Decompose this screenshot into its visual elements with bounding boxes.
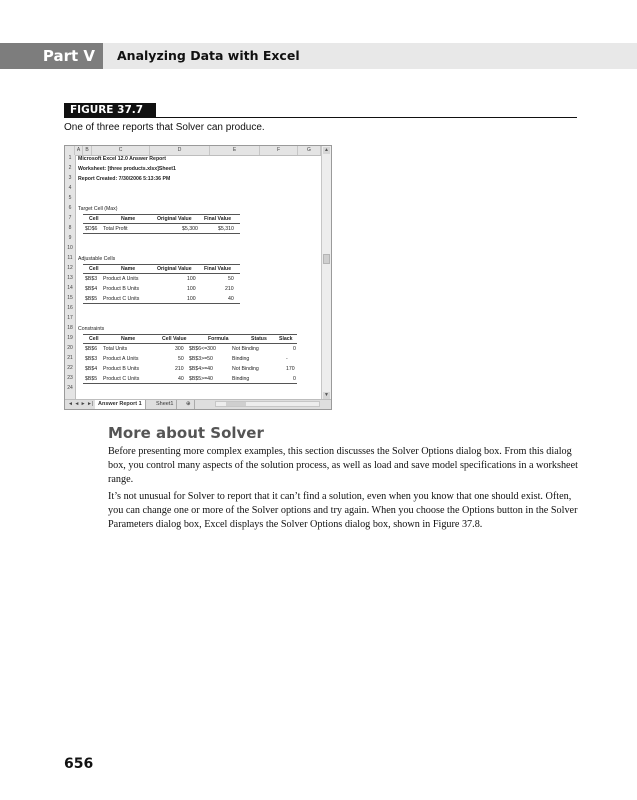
table-rule xyxy=(83,233,240,234)
adjustable-final[interactable]: 40 xyxy=(228,296,234,302)
row-header[interactable]: 17 xyxy=(67,315,73,321)
column-header[interactable]: C xyxy=(92,146,150,155)
adjustable-header-name[interactable]: Name xyxy=(121,266,136,272)
constraint-cell[interactable]: $B$3 xyxy=(85,356,98,362)
row-header[interactable]: 5 xyxy=(68,195,72,201)
constraint-value[interactable]: 50 xyxy=(178,356,184,362)
vertical-scrollbar[interactable] xyxy=(321,146,331,400)
constraints-header-formula[interactable]: Formula xyxy=(208,336,229,342)
row-header[interactable]: 14 xyxy=(67,285,73,291)
row-header[interactable]: 12 xyxy=(67,265,73,271)
figure-label: FIGURE 37.7 xyxy=(64,103,156,118)
constraint-slack[interactable]: 0 xyxy=(293,346,296,352)
table-rule xyxy=(83,343,297,344)
report-created[interactable]: Report Created: 7/30/2006 5:13:36 PM xyxy=(78,176,171,182)
hscroll-thumb[interactable] xyxy=(226,402,246,406)
constraint-name[interactable]: Product B Units xyxy=(103,366,140,372)
constraint-cell[interactable]: $B$6 xyxy=(85,346,98,352)
constraint-formula[interactable]: $B$3>=50 xyxy=(189,356,213,362)
adjustable-cell[interactable]: $B$5 xyxy=(85,296,98,302)
target-header-final[interactable]: Final Value xyxy=(204,216,232,222)
sheet-tab-sheet1[interactable]: Sheet1 xyxy=(153,400,177,409)
adjustable-header-original[interactable]: Original Value xyxy=(157,266,192,272)
page-number: 656 xyxy=(64,756,94,772)
constraint-cell[interactable]: $B$4 xyxy=(85,366,98,372)
part-title: Analyzing Data with Excel xyxy=(117,48,300,63)
row-header[interactable]: 11 xyxy=(67,255,73,261)
row-header[interactable]: 19 xyxy=(67,335,73,341)
target-header-cell[interactable]: Cell xyxy=(89,216,99,222)
column-header[interactable]: E xyxy=(210,146,260,155)
horizontal-scrollbar[interactable] xyxy=(215,401,320,407)
paragraph: It’s not unusual for Solver to report that it can’t find a solution, even when you know that one should exist. Often, you can change one or more of the Solver options and try again. When you choose the Options button in the Solver Parameters dialog box, Excel displays the Solver Options dialog box, shown in Figure 37.8. xyxy=(108,491,578,531)
constraints-header-value[interactable]: Cell Value xyxy=(162,336,187,342)
adjustable-name[interactable]: Product B Units xyxy=(103,286,140,292)
paragraph: Before presenting more complex examples, this section discusses the Solver Options dialog box. From this dialog box, you control many aspects of the solution process, as well as load and save model specifications in a worksheet range. xyxy=(108,446,578,486)
constraint-formula[interactable]: $B$5>=40 xyxy=(189,376,213,382)
adjustable-name[interactable]: Product C Units xyxy=(103,296,140,302)
constraints-header-name[interactable]: Name xyxy=(121,336,136,342)
row-header[interactable]: 1 xyxy=(68,155,72,161)
row-header[interactable]: 20 xyxy=(67,345,73,351)
constraint-slack[interactable]: 170 xyxy=(286,366,295,372)
column-header[interactable]: B xyxy=(83,146,92,155)
row-header[interactable]: 24 xyxy=(67,385,73,391)
row-header[interactable]: 18 xyxy=(67,325,73,331)
excel-screenshot xyxy=(64,145,332,410)
scroll-thumb[interactable] xyxy=(323,254,330,264)
constraint-formula[interactable]: $B$4>=40 xyxy=(189,366,213,372)
target-cell[interactable]: $D$6 xyxy=(85,226,98,232)
constraint-name[interactable]: Product A Units xyxy=(103,356,139,362)
row-header[interactable]: 3 xyxy=(68,175,72,181)
column-header[interactable]: G xyxy=(298,146,321,155)
scroll-down-icon[interactable]: ▼ xyxy=(324,392,329,398)
row-header[interactable]: 10 xyxy=(67,245,73,251)
table-rule xyxy=(83,223,240,224)
adjustable-section-label[interactable]: Adjustable Cells xyxy=(78,256,116,262)
target-final[interactable]: $5,310 xyxy=(218,226,234,232)
adjustable-name[interactable]: Product A Units xyxy=(103,276,139,282)
target-header-original[interactable]: Original Value xyxy=(157,216,192,222)
table-rule xyxy=(83,303,240,304)
scroll-up-icon[interactable]: ▲ xyxy=(324,147,329,153)
target-header-name[interactable]: Name xyxy=(121,216,136,222)
adjustable-original[interactable]: 100 xyxy=(187,296,196,302)
constraint-status[interactable]: Not Binding xyxy=(232,346,259,352)
sheet-nav-icon[interactable]: ◄ ◄ ► ►| xyxy=(68,401,94,407)
constraint-slack[interactable]: 0 xyxy=(293,376,296,382)
part-label: Part V xyxy=(0,43,103,69)
adjustable-final[interactable]: 210 xyxy=(225,286,234,292)
column-header[interactable]: A xyxy=(75,146,83,155)
constraint-value[interactable]: 300 xyxy=(175,346,184,352)
row-header[interactable]: 13 xyxy=(67,275,73,281)
constraint-slack[interactable]: - xyxy=(286,356,288,362)
sheet-tab-bar xyxy=(65,399,331,409)
row-header[interactable]: 4 xyxy=(68,185,72,191)
constraints-header-cell[interactable]: Cell xyxy=(89,336,99,342)
row-header[interactable]: 22 xyxy=(67,365,73,371)
row-header[interactable]: 15 xyxy=(67,295,73,301)
constraints-header-status[interactable]: Status xyxy=(251,336,267,342)
adjustable-header-cell[interactable]: Cell xyxy=(89,266,99,272)
target-section-label[interactable]: Target Cell (Max) xyxy=(78,206,118,212)
constraint-cell[interactable]: $B$5 xyxy=(85,376,98,382)
target-original[interactable]: $5,300 xyxy=(182,226,198,232)
constraint-name[interactable]: Product C Units xyxy=(103,376,140,382)
constraints-header-slack[interactable]: Slack xyxy=(279,336,293,342)
constraint-status[interactable]: Not Binding xyxy=(232,366,259,372)
constraint-status[interactable]: Binding xyxy=(232,376,250,382)
constraints-section-label[interactable]: Constraints xyxy=(78,326,105,332)
constraint-formula[interactable]: $B$6<=300 xyxy=(189,346,216,352)
column-header[interactable]: F xyxy=(260,146,298,155)
new-sheet-icon[interactable]: ⊕ xyxy=(183,400,195,409)
adjustable-header-final[interactable]: Final Value xyxy=(204,266,232,272)
adjustable-cell[interactable]: $B$4 xyxy=(85,286,98,292)
adjustable-original[interactable]: 100 xyxy=(187,286,196,292)
constraint-value[interactable]: 40 xyxy=(178,376,184,382)
figure-caption: One of three reports that Solver can produce. xyxy=(64,122,265,133)
table-rule xyxy=(83,383,297,384)
sheet-tab-answer-report[interactable]: Answer Report 1 xyxy=(95,400,146,409)
adjustable-cell[interactable]: $B$3 xyxy=(85,276,98,282)
column-header[interactable]: D xyxy=(150,146,210,155)
row-header[interactable]: 16 xyxy=(67,305,73,311)
row-header[interactable]: 8 xyxy=(68,225,72,231)
report-title[interactable]: Microsoft Excel 12.0 Answer Report xyxy=(78,156,167,162)
section-heading: More about Solver xyxy=(108,424,264,442)
adjustable-original[interactable]: 100 xyxy=(187,276,196,282)
adjustable-final[interactable]: 50 xyxy=(228,276,234,282)
row-headers xyxy=(65,155,76,400)
table-rule xyxy=(83,273,240,274)
row-header[interactable]: 23 xyxy=(67,375,73,381)
report-worksheet[interactable]: Worksheet: [three products.xlsx]Sheet1 xyxy=(78,166,176,172)
constraint-status[interactable]: Binding xyxy=(232,356,250,362)
row-header[interactable]: 21 xyxy=(67,355,73,361)
constraint-name[interactable]: Total Units xyxy=(103,346,128,352)
target-name[interactable]: Total Profit xyxy=(103,226,128,232)
constraint-value[interactable]: 210 xyxy=(175,366,184,372)
row-header[interactable]: 7 xyxy=(68,215,72,221)
row-header[interactable]: 2 xyxy=(68,165,72,171)
row-header[interactable]: 6 xyxy=(68,205,72,211)
row-header[interactable]: 9 xyxy=(68,235,72,241)
figure-rule xyxy=(64,117,577,118)
